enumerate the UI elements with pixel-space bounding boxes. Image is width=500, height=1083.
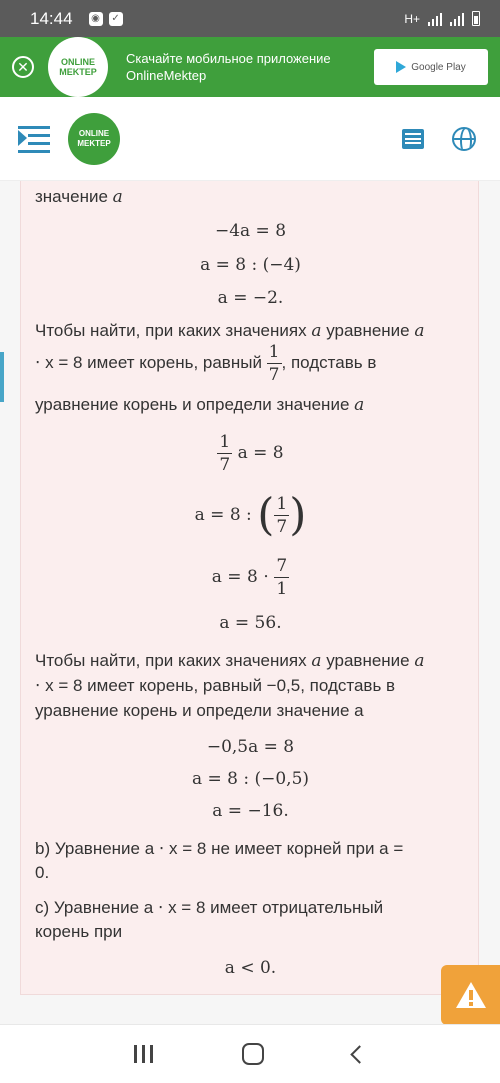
fraction: $\frac{7}{1}$ [276,556,288,599]
paragraph-line: Чтобы найти, при каких значениях a уравнение a [35,321,425,341]
download-icon: ✓ [109,12,123,26]
solution-card [20,181,479,995]
equation: a < 0. [224,958,277,978]
site-logo[interactable] [68,113,120,165]
google-play-button[interactable] [374,49,488,85]
part-c-line: c) Уравнение a ⋅ x = 8 имеет отрицательный [35,898,384,917]
equation: a = −2. [217,288,284,308]
site-logo-line1: ONLINE [78,128,110,138]
side-marker [0,352,4,402]
shazam-icon: ◉ [89,12,103,26]
part-b-line: 0. [35,863,50,882]
system-nav-bar [0,1024,500,1083]
list-icon[interactable] [402,129,424,149]
equation: a = 8 : (−0,5) [191,769,310,789]
equation: a = 8 ⋅ $\frac{7}{1}$ [211,556,288,599]
site-header [0,97,500,181]
fraction: $\frac{1}{7}$ [268,342,280,385]
signal-icon [428,12,442,26]
close-banner-icon[interactable]: ✕ [12,56,34,78]
fraction: $\frac{1}{7}$ [219,432,231,475]
report-error-button[interactable] [441,965,500,1025]
status-indicators [404,11,480,26]
equation: a = 56. [219,613,282,633]
equation: a = 8 : (−4) [200,255,301,275]
google-play-icon [396,61,406,73]
back-icon[interactable] [350,1045,368,1063]
equation: a = 8 : ( $\frac{1}{7}$ ) [194,489,307,541]
paragraph-line: ⋅ x = 8 имеет корень, равный $\frac{1}{7}$ , подставь в [35,342,377,385]
globe-icon[interactable] [452,127,476,151]
part-b-line: b) Уравнение a ⋅ x = 8 не имеет корней при a = [35,839,404,858]
paragraph-line: уравнение корень и определи значение a [35,701,364,720]
equation: −4a = 8 [214,221,287,241]
signal-icon-2 [450,12,464,26]
status-time: 14:44 [30,8,73,28]
paragraph-line: уравнение корень и определи значение a [35,395,365,415]
site-logo-line2: MEKTEP [77,138,111,148]
paragraph-line: ⋅ x = 8 имеет корень, равный −0,5, подставь в [35,676,396,695]
network-type: H+ [404,11,420,26]
fraction: $\frac{1}{7}$ [276,494,288,537]
banner-logo-line2: MEKTEP [59,67,97,77]
banner-logo-line1: ONLINE [60,57,95,67]
intro-line: значение a [35,187,123,207]
banner-text-line2: OnlineMektep [126,68,207,83]
banner-logo [48,37,108,97]
equation: $\frac{1}{7}$ a = 8 [219,432,284,475]
banner-text-line1: Скачайте мобильное приложение [126,51,331,66]
equation: −0,5a = 8 [206,737,295,757]
app-download-banner [0,37,500,97]
home-icon[interactable] [242,1043,264,1065]
header-actions [402,127,482,151]
menu-icon[interactable] [18,124,50,154]
part-c-line: корень при [35,922,123,941]
google-play-label: Google Play [411,61,466,73]
paragraph-line: Чтобы найти, при каких значениях a уравнение a [35,651,425,671]
status-bar [0,0,500,37]
recent-apps-icon[interactable] [134,1045,153,1063]
equation: a = −16. [212,801,289,821]
banner-text [126,50,374,84]
battery-icon [472,11,480,26]
warning-icon [456,982,486,1008]
